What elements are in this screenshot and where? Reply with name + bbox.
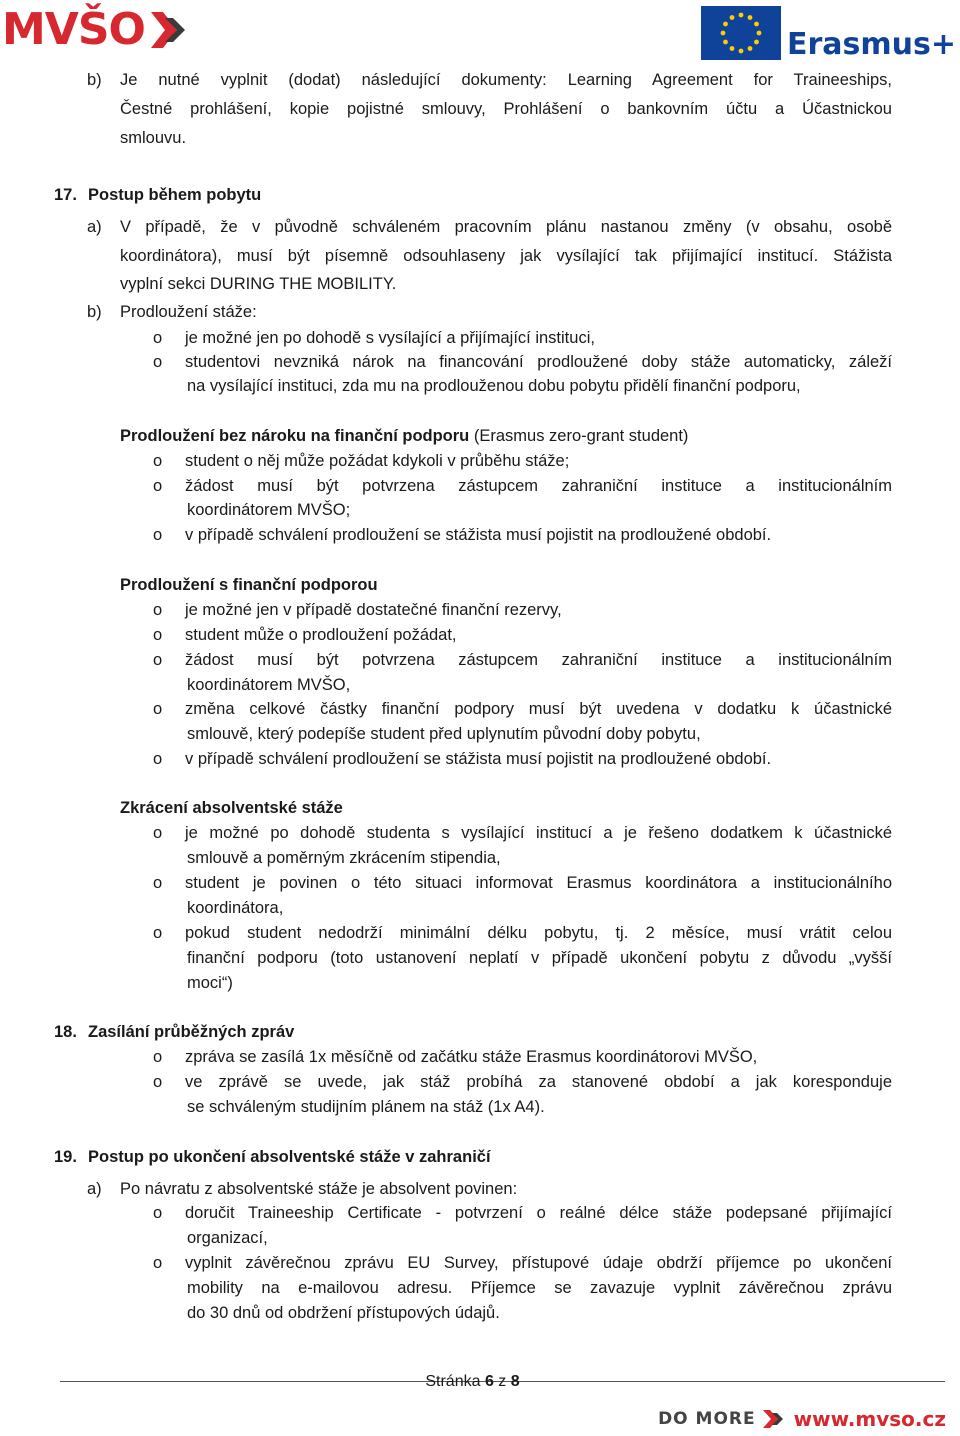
bullet-text: je možné po dohodě studenta s vysílající institucí a je řešeno dodatkem k účastnické — [185, 824, 892, 842]
page-number — [0, 1373, 945, 1391]
eu-flag-icon — [701, 6, 781, 60]
text-line: vyplní sekci DURING THE MOBILITY. — [120, 275, 397, 293]
bullet-text: koordinátora, — [187, 899, 284, 917]
section-number: 19. — [54, 1148, 77, 1166]
footer-slogan: DO MORE — [658, 1409, 756, 1429]
bullet-text: na vysílající instituci, zda mu na prodlouženou dobu pobytu přidělí finanční podporu, — [187, 377, 801, 395]
subheading: Prodloužení s finanční podporou — [120, 576, 378, 594]
bullet-marker: o — [153, 329, 163, 347]
list-marker: b) — [87, 71, 102, 89]
bullet-marker: o — [153, 1048, 163, 1066]
page-total: 8 — [510, 1373, 520, 1390]
bullet-marker: o — [153, 750, 163, 768]
erasmus-plus-logo — [701, 6, 956, 60]
page-label: Stránka — [425, 1373, 481, 1390]
bullet-text: student může o prodloužení požádat, — [185, 626, 457, 644]
bullet-text: organizací, — [187, 1229, 268, 1247]
bullet-marker: o — [153, 924, 163, 942]
bullet-marker: o — [153, 353, 163, 371]
page-of: z — [498, 1373, 507, 1390]
subheading-note: (Erasmus zero-grant student) — [469, 427, 689, 445]
bullet-text: v případě schválení prodloužení se stážista musí pojistit na prodloužené období. — [185, 750, 772, 768]
bullet-marker: o — [153, 1073, 163, 1091]
bullet-text: vyplnit závěrečnou zprávu EU Survey, přístupové údaje obdrží příjemce po ukončení — [185, 1254, 892, 1272]
list-marker: b) — [87, 303, 102, 321]
bullet-marker: o — [153, 874, 163, 892]
bullet-marker: o — [153, 626, 163, 644]
section-number: 17. — [54, 186, 77, 204]
subheading-line — [120, 424, 688, 449]
bullet-text: finanční podporu (toto ustanovení neplatí v případě ukončení pobytu z důvodu „vyšší — [187, 949, 892, 967]
double-chevron-icon — [149, 8, 191, 52]
section-heading: Zasílání průběžných zpráv — [88, 1023, 295, 1041]
bullet-marker: o — [153, 526, 163, 544]
bullet-marker: o — [153, 1204, 163, 1222]
mvso-logo — [2, 4, 191, 55]
bullet-text: změna celkové částky finanční podpory musí být uvedena v dodatku k účastnické — [185, 700, 892, 718]
bullet-text: moci“) — [187, 974, 233, 992]
list-marker: a) — [87, 218, 102, 236]
bullet-marker: o — [153, 1254, 163, 1272]
bullet-text: mobility na e-mailovou adresu. Příjemce se zavazuje vyplnit závěrečnou zprávu — [187, 1279, 892, 1297]
bullet-text: smlouvě a poměrným zkrácením stipendia, — [187, 849, 501, 867]
bullet-text: student o něj může požádat kdykoli v průběhu stáže; — [185, 452, 570, 470]
page-current: 6 — [484, 1373, 494, 1390]
text-line: Čestné prohlášení, kopie pojistné smlouvy, Prohlášení o bankovním účtu a Účastnickou — [120, 100, 892, 118]
bullet-text: do 30 dnů od obdržení přístupových údajů. — [187, 1304, 500, 1322]
footer-website-link[interactable]: www.mvso.cz — [793, 1407, 946, 1431]
mvso-logo-text: MVŠO — [2, 4, 145, 55]
bullet-text: zpráva se zasílá 1x měsíčně od začátku stáže Erasmus koordinátorovi MVŠO, — [185, 1048, 758, 1066]
bullet-text: je možné jen v případě dostatečné finanční rezervy, — [185, 601, 562, 619]
list-marker: a) — [87, 1180, 102, 1198]
bullet-text: doručit Traineeship Certificate - potvrzení o reálné délce stáže podepsané přijímající — [185, 1204, 892, 1222]
bullet-text: pokud student nedodrží minimální délku pobytu, tj. 2 měsíce, musí vrátit celou — [185, 924, 892, 942]
bullet-text: v případě schválení prodloužení se stážista musí pojistit na prodloužené období. — [185, 526, 772, 544]
bullet-marker: o — [153, 477, 163, 495]
text-line: Prodloužení stáže: — [120, 303, 257, 321]
bullet-marker: o — [153, 651, 163, 669]
bullet-text: se schváleným studijním plánem na stáž (1x A4). — [187, 1098, 545, 1116]
bullet-marker: o — [153, 824, 163, 842]
bullet-marker: o — [153, 452, 163, 470]
bullet-text: žádost musí být potvrzena zástupcem zahraniční instituce a institucionálním — [185, 651, 892, 669]
erasmus-logo-text: Erasmus+ — [787, 27, 956, 62]
bullet-text: smlouvě, který podepíše student před uplynutím původní doby pobytu, — [187, 725, 701, 743]
text-line: smlouvu. — [120, 129, 187, 147]
text-line: Po návratu z absolventské stáže je absolvent povinen: — [120, 1180, 518, 1198]
bullet-text: student je povinen o této situaci informovat Erasmus koordinátora a institucionálního — [185, 874, 892, 892]
footer-brand — [658, 1407, 946, 1431]
text-line: koordinátora), musí být písemně odsouhlaseny jak vysílající tak přijímající institucí. Stážista — [120, 247, 892, 265]
text-line: V případě, že v původně schváleném pracovním plánu nastanou změny (v obsahu, osobě — [120, 218, 892, 236]
bullet-text: ve zprávě se uvede, jak stáž probíhá za stanovené období a jak koresponduje — [185, 1073, 892, 1091]
bullet-marker: o — [153, 601, 163, 619]
bullet-text: je možné jen po dohodě s vysílající a přijímající instituci, — [185, 329, 595, 347]
section-number: 18. — [54, 1023, 77, 1041]
bullet-marker: o — [153, 700, 163, 718]
bullet-text: koordinátorem MVŠO, — [187, 676, 351, 694]
text-line: Je nutné vyplnit (dodat) následující dokumenty: Learning Agreement for Traineeships, — [120, 71, 892, 89]
bullet-text: studentovi nevzniká nárok na financování prodloužené doby stáže automaticky, záleží — [185, 353, 892, 371]
bullet-text: koordinátorem MVŠO; — [187, 501, 351, 519]
double-chevron-icon — [762, 1408, 788, 1430]
subheading: Zkrácení absolventské stáže — [120, 799, 343, 817]
subheading: Prodloužení bez nároku na finanční podporu — [120, 427, 470, 445]
bullet-text: žádost musí být potvrzena zástupcem zahraniční instituce a institucionálním — [185, 477, 892, 495]
section-heading: Postup během pobytu — [88, 186, 262, 204]
section-heading: Postup po ukončení absolventské stáže v zahraničí — [88, 1148, 491, 1166]
page-header — [0, 0, 960, 66]
